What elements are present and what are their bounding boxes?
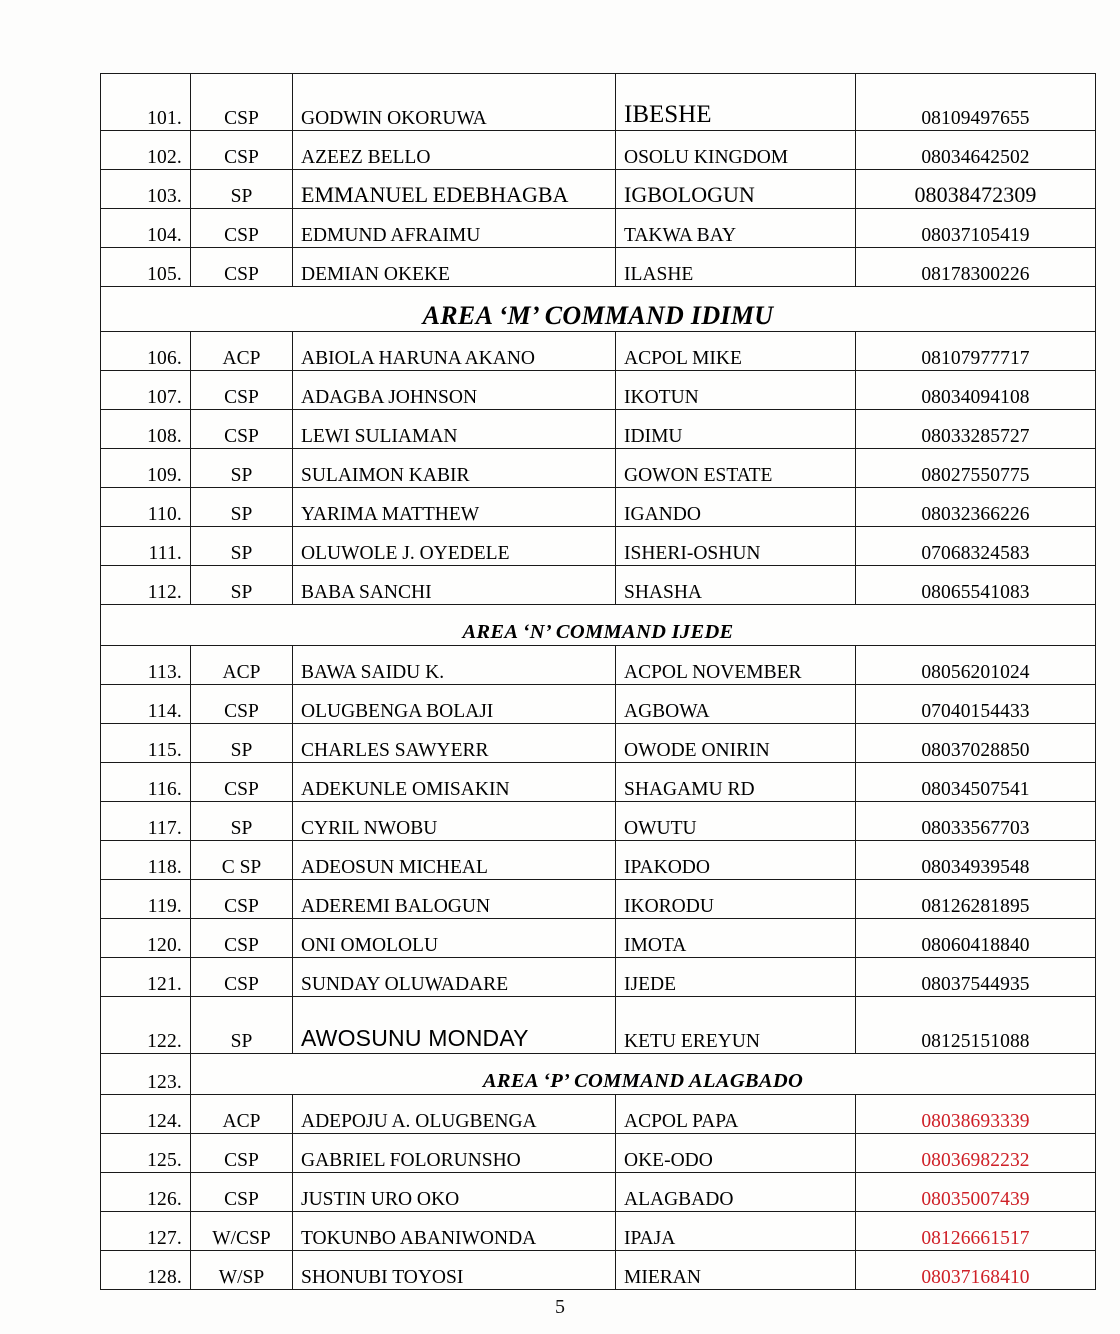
table-row: [101, 74, 1096, 131]
officer-rank: W/SP: [191, 1251, 293, 1290]
telephone-number: [856, 170, 1096, 209]
table-row: [101, 410, 1096, 449]
table-row: [101, 488, 1096, 527]
area-division: SHAGAMU RD: [616, 763, 856, 802]
officer-name: ADEKUNLE OMISAKIN: [293, 763, 616, 802]
officer-name: SULAIMON KABIR: [293, 449, 616, 488]
table-row: [101, 1212, 1096, 1251]
section-header-row: [101, 287, 1096, 332]
police-roster-table: [100, 73, 1096, 1290]
officer-name-text: EMMANUEL EDEBHAGBA: [301, 181, 569, 207]
area-division: [616, 74, 856, 131]
officer-rank: SP: [191, 802, 293, 841]
area-division: [616, 170, 856, 209]
page-number: 5: [555, 1296, 565, 1318]
table-row: [101, 724, 1096, 763]
officer-rank: CSP: [191, 410, 293, 449]
telephone-number: 08032366226: [856, 488, 1096, 527]
area-division-text: IGBOLOGUN: [624, 181, 755, 207]
officer-name: ADEREMI BALOGUN: [293, 880, 616, 919]
row-number: 105.: [101, 248, 191, 287]
row-number: 102.: [101, 131, 191, 170]
table-row: [101, 371, 1096, 410]
table-row: [101, 919, 1096, 958]
officer-rank: CSP: [191, 74, 293, 131]
officer-name: YARIMA MATTHEW: [293, 488, 616, 527]
telephone-number: 08027550775: [856, 449, 1096, 488]
table-row: [101, 449, 1096, 488]
row-number: 118.: [101, 841, 191, 880]
officer-rank: SP: [191, 724, 293, 763]
telephone-number: 07040154433: [856, 685, 1096, 724]
area-division: ACPOL NOVEMBER: [616, 646, 856, 685]
section-header-row: [101, 1054, 1096, 1095]
table-row: [101, 997, 1096, 1054]
officer-rank: CSP: [191, 209, 293, 248]
area-division: OSOLU KINGDOM: [616, 131, 856, 170]
telephone-number: 08037105419: [856, 209, 1096, 248]
area-division: IDIMU: [616, 410, 856, 449]
officer-name: JUSTIN URO OKO: [293, 1173, 616, 1212]
section-header-title: AREA ‘P’ COMMAND ALAGBADO: [191, 1054, 1096, 1095]
area-division: IPAKODO: [616, 841, 856, 880]
officer-rank: SP: [191, 997, 293, 1054]
table-row: [101, 566, 1096, 605]
table-row: [101, 880, 1096, 919]
row-number: 112.: [101, 566, 191, 605]
row-number: 104.: [101, 209, 191, 248]
officer-rank: SP: [191, 170, 293, 209]
section-header-row: [101, 605, 1096, 646]
officer-rank: CSP: [191, 880, 293, 919]
officer-name: OLUWOLE J. OYEDELE: [293, 527, 616, 566]
officer-name: GABRIEL FOLORUNSHO: [293, 1134, 616, 1173]
officer-name: GODWIN OKORUWA: [293, 74, 616, 131]
row-number: 119.: [101, 880, 191, 919]
area-division: ACPOL PAPA: [616, 1095, 856, 1134]
table-row: [101, 332, 1096, 371]
officer-rank: W/CSP: [191, 1212, 293, 1251]
row-number: 101.: [101, 74, 191, 131]
telephone-number: 08034507541: [856, 763, 1096, 802]
row-number: 122.: [101, 997, 191, 1054]
telephone-number: 08034939548: [856, 841, 1096, 880]
area-division: KETU EREYUN: [616, 997, 856, 1054]
area-division-text: IBESHE: [624, 100, 712, 128]
telephone-number: 08065541083: [856, 566, 1096, 605]
officer-name: BABA SANCHI: [293, 566, 616, 605]
officer-name: ADEOSUN MICHEAL: [293, 841, 616, 880]
officer-rank: CSP: [191, 958, 293, 997]
area-division: AGBOWA: [616, 685, 856, 724]
area-division: IGANDO: [616, 488, 856, 527]
table-row: [101, 1251, 1096, 1290]
row-number: 106.: [101, 332, 191, 371]
officer-rank: CSP: [191, 248, 293, 287]
area-division: IMOTA: [616, 919, 856, 958]
officer-name: ONI OMOLOLU: [293, 919, 616, 958]
row-number: 115.: [101, 724, 191, 763]
telephone-number: 08126281895: [856, 880, 1096, 919]
telephone-number-text: 08038472309: [914, 181, 1037, 207]
officer-rank: SP: [191, 566, 293, 605]
table-row: [101, 527, 1096, 566]
table-row: [101, 802, 1096, 841]
officer-rank: CSP: [191, 371, 293, 410]
officer-rank: CSP: [191, 763, 293, 802]
row-number: 120.: [101, 919, 191, 958]
officer-rank: ACP: [191, 1095, 293, 1134]
officer-name: SHONUBI TOYOSI: [293, 1251, 616, 1290]
officer-name: LEWI SULIAMAN: [293, 410, 616, 449]
officer-name: ADEPOJU A. OLUGBENGA: [293, 1095, 616, 1134]
row-number: 121.: [101, 958, 191, 997]
officer-rank: ACP: [191, 332, 293, 371]
officer-rank: CSP: [191, 131, 293, 170]
officer-name: CHARLES SAWYERR: [293, 724, 616, 763]
row-number: 125.: [101, 1134, 191, 1173]
table-row: [101, 958, 1096, 997]
table-row: [101, 1173, 1096, 1212]
officer-name: ADAGBA JOHNSON: [293, 371, 616, 410]
area-division: GOWON ESTATE: [616, 449, 856, 488]
telephone-number: 08033285727: [856, 410, 1096, 449]
officer-rank: SP: [191, 449, 293, 488]
area-division: OKE-ODO: [616, 1134, 856, 1173]
officer-name: EDMUND AFRAIMU: [293, 209, 616, 248]
table-row: [101, 1134, 1096, 1173]
telephone-number: 08037028850: [856, 724, 1096, 763]
table-row: [101, 209, 1096, 248]
table-row: [101, 248, 1096, 287]
roster-table-container: [100, 73, 1095, 1290]
telephone-number: 08107977717: [856, 332, 1096, 371]
area-division: ILASHE: [616, 248, 856, 287]
telephone-number: 08056201024: [856, 646, 1096, 685]
telephone-number: 07068324583: [856, 527, 1096, 566]
officer-rank: CSP: [191, 1134, 293, 1173]
officer-rank: CSP: [191, 919, 293, 958]
row-number: 123.: [101, 1054, 191, 1095]
area-division: IKORODU: [616, 880, 856, 919]
officer-name-text: AWOSUNU MONDAY: [301, 1024, 529, 1051]
table-row: [101, 646, 1096, 685]
officer-rank: ACP: [191, 646, 293, 685]
row-number: 126.: [101, 1173, 191, 1212]
row-number: 128.: [101, 1251, 191, 1290]
officer-name: [293, 170, 616, 209]
table-row: [101, 763, 1096, 802]
area-division: ISHERI-OSHUN: [616, 527, 856, 566]
telephone-number: 08126661517: [856, 1212, 1096, 1251]
officer-name: [293, 997, 616, 1054]
officer-name: SUNDAY OLUWADARE: [293, 958, 616, 997]
telephone-number: 08060418840: [856, 919, 1096, 958]
officer-name: DEMIAN OKEKE: [293, 248, 616, 287]
officer-rank: CSP: [191, 1173, 293, 1212]
row-number: 114.: [101, 685, 191, 724]
area-division: IKOTUN: [616, 371, 856, 410]
row-number: 110.: [101, 488, 191, 527]
area-division: ALAGBADO: [616, 1173, 856, 1212]
officer-name: TOKUNBO ABANIWONDA: [293, 1212, 616, 1251]
telephone-number: 08035007439: [856, 1173, 1096, 1212]
row-number: 117.: [101, 802, 191, 841]
officer-rank: CSP: [191, 685, 293, 724]
table-row: [101, 841, 1096, 880]
officer-name: AZEEZ BELLO: [293, 131, 616, 170]
area-division: SHASHA: [616, 566, 856, 605]
row-number: 116.: [101, 763, 191, 802]
table-row: [101, 131, 1096, 170]
officer-name: CYRIL NWOBU: [293, 802, 616, 841]
officer-rank: SP: [191, 488, 293, 527]
row-number: 108.: [101, 410, 191, 449]
table-row: [101, 170, 1096, 209]
area-division: TAKWA BAY: [616, 209, 856, 248]
area-division: OWUTU: [616, 802, 856, 841]
row-number: 111.: [101, 527, 191, 566]
roster-table-body: [101, 74, 1096, 1290]
officer-name: BAWA SAIDU K.: [293, 646, 616, 685]
row-number: 109.: [101, 449, 191, 488]
officer-rank: SP: [191, 527, 293, 566]
telephone-number: 08034094108: [856, 371, 1096, 410]
section-header-title: AREA ‘M’ COMMAND IDIMU: [101, 287, 1096, 332]
area-division: IJEDE: [616, 958, 856, 997]
officer-rank: C SP: [191, 841, 293, 880]
officer-name: ABIOLA HARUNA AKANO: [293, 332, 616, 371]
row-number: 103.: [101, 170, 191, 209]
area-division: ACPOL MIKE: [616, 332, 856, 371]
area-division: OWODE ONIRIN: [616, 724, 856, 763]
officer-name: OLUGBENGA BOLAJI: [293, 685, 616, 724]
telephone-number: 08125151088: [856, 997, 1096, 1054]
telephone-number: 08178300226: [856, 248, 1096, 287]
telephone-number: 08037168410: [856, 1251, 1096, 1290]
telephone-number: 08109497655: [856, 74, 1096, 131]
telephone-number: 08038693339: [856, 1095, 1096, 1134]
area-division: IPAJA: [616, 1212, 856, 1251]
telephone-number: 08036982232: [856, 1134, 1096, 1173]
section-header-title: AREA ‘N’ COMMAND IJEDE: [101, 605, 1096, 646]
telephone-number: 08034642502: [856, 131, 1096, 170]
row-number: 127.: [101, 1212, 191, 1251]
area-division: MIERAN: [616, 1251, 856, 1290]
telephone-number: 08033567703: [856, 802, 1096, 841]
row-number: 124.: [101, 1095, 191, 1134]
table-row: [101, 1095, 1096, 1134]
row-number: 113.: [101, 646, 191, 685]
telephone-number: 08037544935: [856, 958, 1096, 997]
row-number: 107.: [101, 371, 191, 410]
table-row: [101, 685, 1096, 724]
